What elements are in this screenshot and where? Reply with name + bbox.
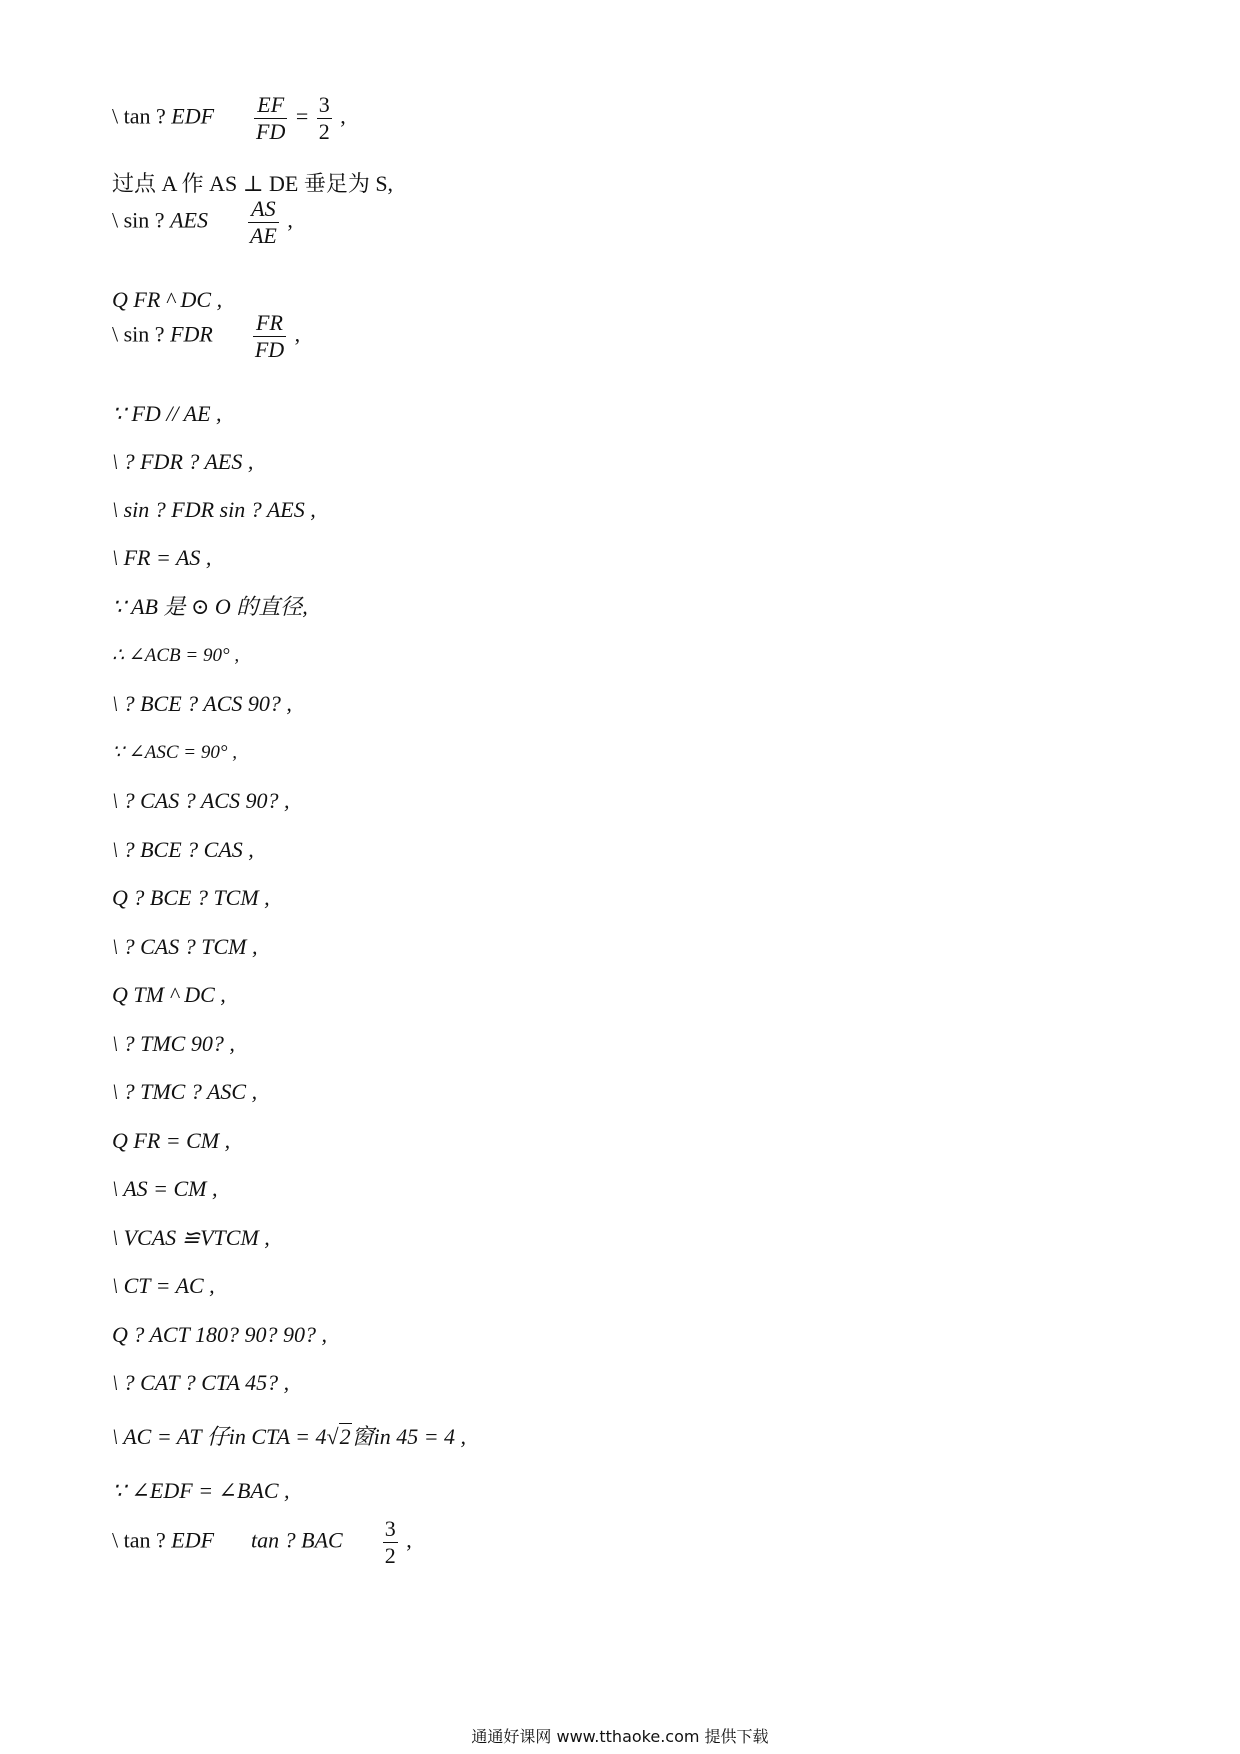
text: 窗in 45 = 4 ,	[351, 1424, 467, 1449]
math-text: FDR	[170, 321, 213, 347]
fraction	[383, 1516, 398, 1569]
line-8: \ sin ? FDR sin ? AES ,	[112, 497, 316, 522]
text: =	[295, 103, 309, 129]
numerator: AS	[248, 196, 279, 223]
denominator: FD	[256, 119, 286, 144]
numerator: 3	[318, 92, 330, 117]
line-15: \ ? BCE ? CAS ,	[112, 837, 254, 862]
line-23: \ VCAS ≌VTCM ,	[112, 1225, 270, 1250]
text: \ sin	[112, 207, 150, 233]
line-sin-fdr	[112, 310, 300, 363]
line-20: \ ? TMC ? ASC ,	[112, 1079, 258, 1104]
page-footer: 通通好课网 www.tthaoke.com 提供下载	[471, 1727, 769, 1746]
line-7: \ ? FDR ? AES ,	[112, 449, 254, 474]
line-10: ∵ AB 是 ⊙ O 的直径,	[112, 594, 308, 619]
line-12: \ ? BCE ? ACS 90? ,	[112, 691, 292, 716]
line-14: \ ? CAS ? ACS 90? ,	[112, 788, 290, 813]
numerator: EF	[254, 92, 287, 119]
line-19: \ ? TMC 90? ,	[112, 1031, 235, 1056]
text: ?	[156, 1527, 166, 1553]
math-text: EDF	[171, 103, 215, 129]
math-text: tan ? BAC	[251, 1527, 343, 1553]
fraction	[253, 310, 286, 363]
sqrt-sign: √	[326, 1424, 339, 1449]
denominator: 2	[384, 1543, 396, 1568]
line-9: \ FR = AS ,	[112, 545, 212, 570]
line-tan-bac	[112, 1516, 412, 1569]
text: ,	[287, 207, 293, 233]
sqrt-radicand: 2	[339, 1424, 351, 1449]
denominator: FD	[254, 337, 285, 362]
math-text: EDF	[171, 1527, 215, 1553]
fraction	[317, 92, 332, 145]
line-16: Q ? BCE ? TCM ,	[112, 885, 270, 910]
line-4: Q FR ^ DC ,	[112, 287, 223, 312]
line-22: \ AS = CM ,	[112, 1176, 218, 1201]
text: \ AC = AT 仔in CTA = 4	[112, 1424, 327, 1449]
text: ,	[406, 1527, 412, 1553]
line-tan-edf	[112, 92, 346, 145]
line-18: Q TM ^ DC ,	[112, 982, 226, 1007]
line-2: 过点 A 作 AS ⊥ DE 垂足为 S,	[112, 171, 394, 196]
line-sin-aes	[112, 196, 293, 249]
text: ?	[154, 321, 165, 347]
line-17: \ ? CAS ? TCM ,	[112, 934, 258, 959]
text: ,	[340, 103, 346, 129]
fraction	[254, 92, 287, 145]
fraction	[248, 196, 279, 249]
line-26: \ ? CAT ? CTA 45? ,	[112, 1370, 290, 1395]
numerator: 3	[384, 1516, 396, 1541]
line-11: ∴ ∠ACB = 90° ,	[112, 645, 240, 666]
line-13: ∵ ∠ASC = 90° ,	[112, 742, 237, 763]
text: ?	[154, 207, 165, 233]
text: \ sin	[112, 321, 150, 347]
line-24: \ CT = AC ,	[112, 1273, 215, 1298]
text: \ tan	[112, 103, 151, 129]
numerator: FR	[253, 310, 286, 337]
math-text: AES	[170, 207, 208, 233]
line-27-sqrt	[112, 1423, 466, 1451]
line-28: ∵ ∠EDF = ∠BAC ,	[112, 1478, 290, 1503]
text: ,	[294, 321, 301, 347]
text: \ tan	[112, 1527, 151, 1553]
text: ?	[156, 103, 166, 129]
denominator: 2	[318, 119, 330, 144]
line-25: Q ? ACT 180? 90? 90? ,	[112, 1322, 327, 1347]
denominator: AE	[249, 223, 277, 248]
line-21: Q FR = CM ,	[112, 1128, 231, 1153]
line-6: ∵ FD // AE ,	[112, 401, 222, 426]
